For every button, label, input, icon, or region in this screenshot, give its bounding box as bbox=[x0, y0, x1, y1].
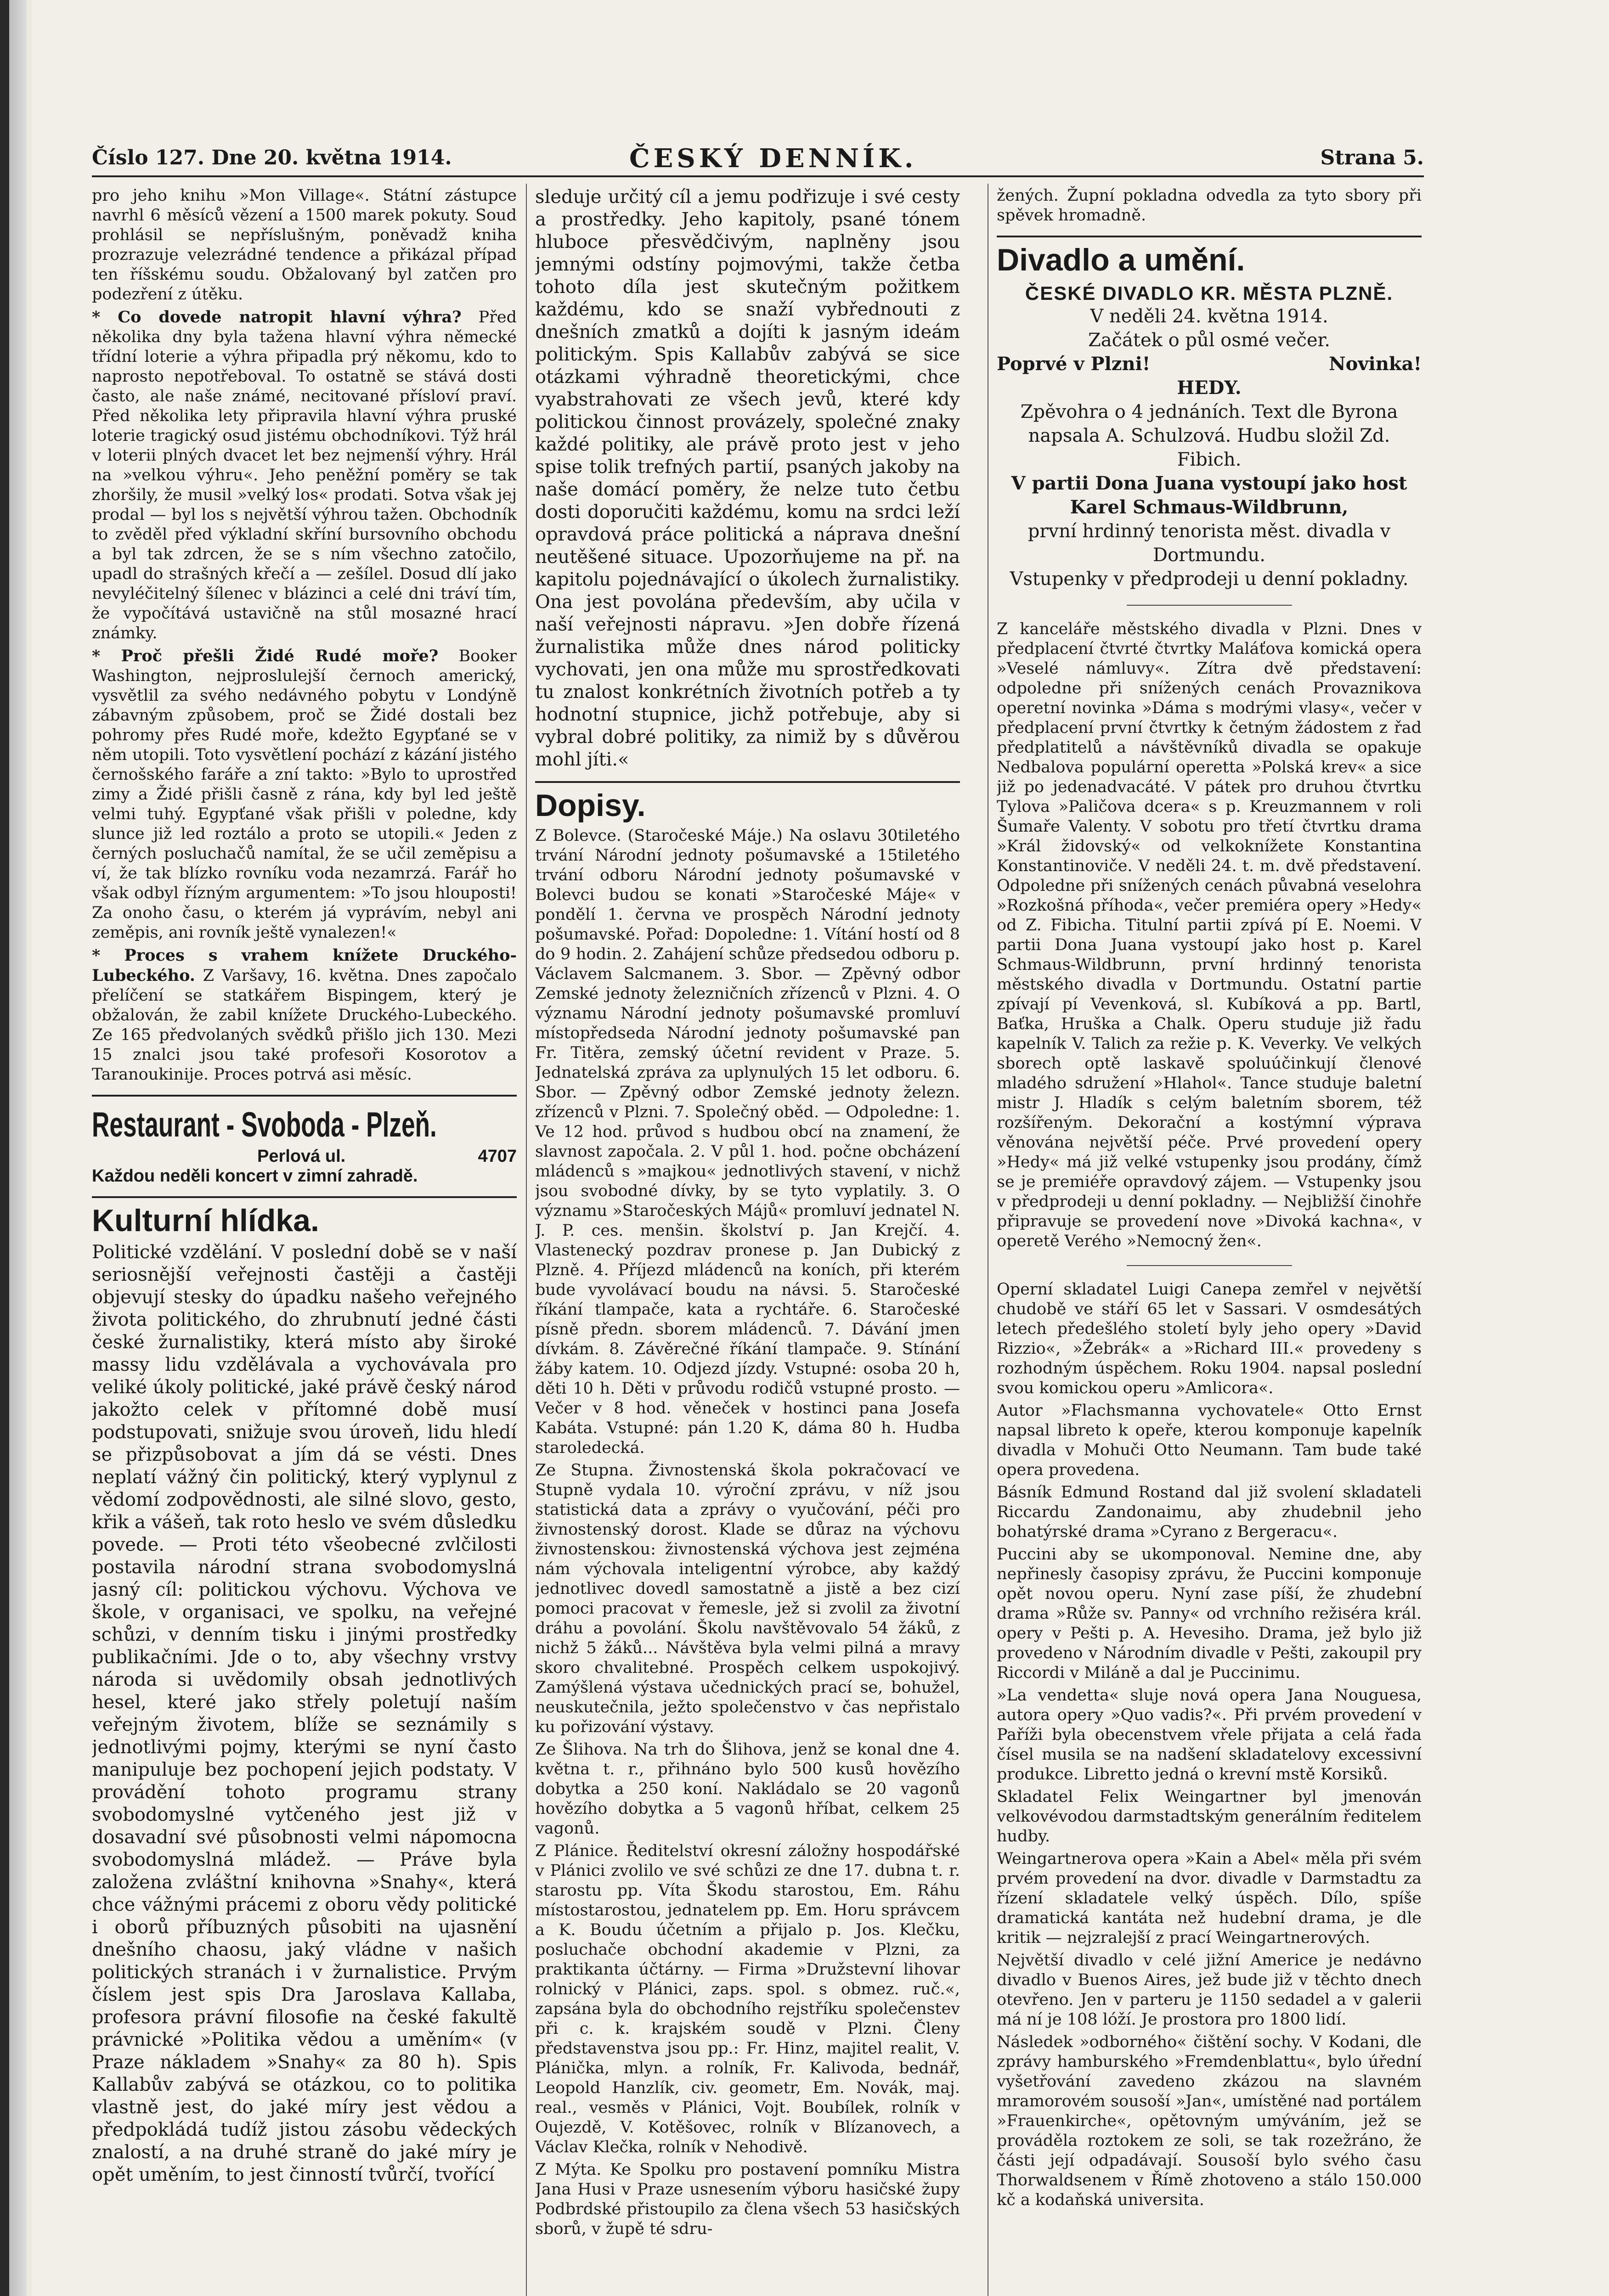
book-binding-edge bbox=[0, 0, 27, 2296]
novinka-label: Novinka! bbox=[1329, 353, 1422, 375]
article-heading: * Proces s vrahem knížete Druckého-Lubeckého. bbox=[92, 946, 517, 985]
column-3 bbox=[997, 186, 1422, 2296]
article-text: Autor »Flachsmanna vychovatele« Otto Ernst napsal libreto k opeře, kterou komponuje kapelník divadla v Mohuči Otto Neumann. Tam bude také opera provedena. bbox=[997, 1401, 1422, 1479]
article-text: Před několika dny byla tažena hlavní výhra německé třídní loterie a výhra připadla prý někomu, kdo to naprosto nepotřeboval. To ostatně se stává dosti často, ale naše známé, necitované přísloví praví. Před několika lety připravila hlavní výhra pruské loterie tragický osud jistému obchodníkovi. Týž hrál v loterii plných dvacet let bez nejmenší výhry. Hrál na »velkou výhru«. Jeho peněžní poměry se tak zhoršily, že musil »velký los« prodati. Sotva však jej prodal — byl los s největší výhrou tažen. Obchodník to zvěděl před výkladní skříní bursovního obchodu a byl tak zdrcen, že se s ním všechno zatočilo, upadl do strašných křečí a — zešílel. Dosud dlí jako nevyléčitelný šílenec v blázinci a celé dni tráví tím, že vypočítává ustavičně na stůl mosazné hrací známky. bbox=[92, 308, 517, 642]
ad-number: 4707 bbox=[478, 1147, 517, 1166]
theatre-name: ČESKÉ DIVADLO KR. MĚSTA PLZNĚ. bbox=[1025, 282, 1394, 304]
article-heading: * Proč přešli Židé Rudé moře? bbox=[92, 647, 439, 665]
restaurant-ad-title: Restaurant - Svoboda - Plzeň. bbox=[92, 1105, 437, 1144]
article-text: Z Varšavy, 16. května. Dnes započalo přelíčení se statkářem Bispingem, který je obžalován, že zabil knížete Druckého-Lubeckého. Ze 165 předvolaných svědků přišlo jich 130. Mezi 15 znalci jsou také profesoři Kosorotov a Taranoukinije. Proces potrvá asi měsíc. bbox=[92, 967, 517, 1084]
header-rule bbox=[92, 175, 1424, 177]
masthead-title: ČESKÝ DENNÍK. bbox=[629, 143, 917, 174]
article-text: Následek »odborného« čištění sochy. V Kodani, dle zprávy hamburského »Fremdenblattu«, bylo úřední vyšetřování zavedeno zkázou na slavném mramorovém sousoší »Jan«, umístěné nad portálem »Frauenkirche«, opětovným umýváním, jež se prováděla roztokem ze soli, se tak rozežráno, že části její odpadávají. Sousoší bylo svého času Thorwaldsenem v Římě zhotoveno a stálo 150.000 kč a kodaňská universita. bbox=[997, 2033, 1422, 2209]
letter-text: Z Bolevce. (Staročeské Máje.) Na oslavu 30tiletého trvání Národní jednoty pošumavské a 15tiletého trvání odboru Národní jednoty pošumavské v Bolevci budou se konati »Staročeské Máje« v pondělí 1. června ve prospěch Národní jednoty pošumavské. Pořad: Dopoledne: 1. Vítání hostí od 8 do 9 hodin. 2. Zahájení schůze předsedou odboru p. Václavem Salcmanem. 3. Sbor. — Zpěvný odbor Zemské jednoty železničních zřízenců v Plzni. 4. O významu Národní jednoty pošumavské promluví místopředseda Národní jednoty pošumavské pan Fr. Titěra, zemský účetní revident v Praze. 5. Jednatelská zpráva za uplynulých 15 let odboru. 6. Sbor. — Zpěvný odbor Zemské jednoty železn. zřízenců v Plzni. 7. Společný oběd. — Odpoledne: 1. Ve 12 hod. průvod s hudbou obcí na znamení, že slavnost započala. 2. V půl 1. hod. počne obcházení mládenců s »majkou« jednotlivých stavení, v nichž jsou svobodné dívky, by se tyto vyplatily. 3. O významu »Staročeských Májů« promluví jednatel N. J. P. ces. menšin. školství p. Jan Krejčí. 4. Vlastenecký pozdrav pronese p. Jan Dubický z Plzně. 4. Příjezd mládenců na koních, při kterém bude vyvolávací boudu na návsi. 5. Staročeské říkání tlampače, kata a rychtáře. 6. Staročeské písně předn. sborem mládenců. 7. Dávání jmen dívkám. 8. Závěrečné říkání tlampače. 9. Stínání žáby katem. 10. Odjezd jízdy. Vstupné: osoba 20 h, děti 10 h. Děti v průvodu rodičů vstupné prosto. — Večer v 8 hod. věneček v hostinci pana Josefa Kabáta. Vstupné: pán 1.20 K, dáma 80 h. Hudba staroledecká. bbox=[535, 827, 960, 1457]
performance-date: V neděli 24. května 1914. bbox=[1090, 306, 1328, 327]
divider bbox=[1127, 1265, 1292, 1266]
page-number: Strana 5. bbox=[1320, 146, 1424, 169]
letter-text: Ze Šlihova. Na trh do Šlihova, jenž se konal dne 4. května t. r., přihnáno bylo 500 kusů hovězího dobytka a 250 koní. Nakládalo se 20 vagonů hovězího dobytka a 5 vagonů hříbat, celkem 25 vagonů. bbox=[535, 1740, 960, 1838]
guest-info: první hrdinný tenorista měst. divadla v Dortmundu. bbox=[1028, 521, 1391, 566]
section-rule bbox=[997, 236, 1422, 237]
article-text: pro jeho knihu »Mon Village«. Státní zástupce navrhl 6 měsíců vězení a 1500 marek pokuty. Soud prohlásil se nepříslušným, poněvadž kniha prozrazuje velezrádné tendence a přikázal případ ten říšskému soudu. Obžalovaný byl zatčen pro podezření z útěku. bbox=[92, 186, 517, 304]
article bbox=[92, 646, 517, 943]
tickets-line: Vstupenky v předprodeji u denní pokladny. bbox=[1010, 568, 1409, 590]
section-rule bbox=[92, 1095, 517, 1097]
section-rule bbox=[535, 781, 960, 783]
section-heading-divadlo: Divadlo a umění. bbox=[997, 242, 1245, 277]
letter-text: Ze Stupna. Živnostenská škola pokračovací ve Stupně vydala 10. výroční zprávu, v níž jsou statistická data a zprávy o vyučování, péči pro živnostenský dorost. Klade se důraz na výchovu živnostenskou: živnostenská výchova jest zejména nám výchovala inteligentní výrobce, aby každý jednotlivec dovedl samostatně a jistě a bez cizí pomoci pracovat v řemesle, jež si zvolil za životní dráhu a povolání. Školu navštěvovalo 54 žáků, z nichž 5 žáků... Návštěva byla velmi pilná a mravy skoro chvalitebné. Prospěch celkem uspokojivý. Zamýšlená výstava učednických prací se, bohužel, neuskutečnila, ježto společenstvo v čas nepřistalo ku pořizování výstavy. bbox=[535, 1461, 960, 1736]
article-text: Největší divadlo v celé jižní Americe je nedávno divadlo v Buenos Aires, jež bude již v těchto dnech otevřeno. Jen v parteru je 1150 sedadel a v galerii má ní je 108 lóží. Je prostora pro 1800 lidí. bbox=[997, 1951, 1422, 2029]
guest-name: Karel Schmaus-Wildbrunn, bbox=[1070, 496, 1349, 518]
column-1 bbox=[92, 186, 517, 2296]
column-divider bbox=[526, 184, 527, 2296]
article-heading: * Co dovede natropit hlavní výhra? bbox=[92, 308, 462, 326]
divider bbox=[1127, 605, 1292, 606]
article-text: žených. Župní pokladna odvedla za tyto sbory při spěvek hromadně. bbox=[997, 186, 1422, 225]
issue-info: Číslo 127. Dne 20. května 1914. bbox=[92, 146, 452, 169]
premiere-label: Poprvé v Plzni! bbox=[997, 353, 1151, 375]
section-heading-dopisy: Dopisy. bbox=[535, 788, 646, 823]
article-text: »La vendetta« sluje nová opera Jana Nouguesa, autora opery »Quo vadis?«. Při prvém provedení v Paříži byla obecenstvem vřele přijata a celá řada čísel musila se na nadšení skladatelovy excessivní produkce. Libretto jedná o krevní mstě Korsiků. bbox=[997, 1686, 1422, 1784]
article-text: Operní skladatel Luigi Canepa zemřel v největší chudobě ve stáří 65 let v Sassari. V osmdesátých letech předešlého století byly jeho opery »David Rizzio«, »Žebrák« a »Richard III.« provedeny s rozhodným úspěchem. Roku 1904. napsal poslední svou komickou operu »Amlicora«. bbox=[997, 1280, 1422, 1397]
performance-start: Začátek o půl osmé večer. bbox=[1088, 330, 1330, 351]
column-2 bbox=[535, 186, 960, 2296]
section-heading-kulturni-hlidka: Kulturní hlídka. bbox=[92, 1203, 319, 1238]
article-text: Puccini aby se ukomponoval. Nemine dne, aby nepřinesly časopisy zprávu, že Puccini komponuje opět novou operu. Nyní zase píší, že zhudební drama »Růže sv. Panny« od vrchního režiséra král. opery v Pešti p. A. Hevesiho. Drama, jež bylo již provedeno v Národním divadle v Pešti, zakoupil pry Riccordi v Miláně a dal je Puccinimu. bbox=[997, 1545, 1422, 1682]
guest-line: V partii Dona Juana vystoupí jako host bbox=[1011, 473, 1407, 494]
page-header bbox=[92, 143, 1424, 174]
letter-text: Z Plánice. Ředitelství okresní záložny hospodářské v Plánici zvolilo ve své schůzi ze dne 17. dubna t. r. starostu pp. Víta Škodu starostou, Em. Ráhu místostarostou, jednatelem pp. Em. Horu správcem a K. Boudu účetním a přijalo p. Jos. Klečku, posluchače obchodní akademie v Plzni, za praktikanta účtárny. — Firma »Družstevní lihovar rolnický v Plánici, zaps. spol. s obmez. ruč.«, zapsána byla do obchodního rejstříku společenstev při c. k. krajském soudě v Plzni. Členy představenstva jsou pp.: Fr. Hinz, majitel realit, V. Plánička, mlyn. a rolník, Fr. Kalivoda, bednář, Leopold Hanzlík, civ. geometr, Em. Novák, maj. real., vesměs v Plánici, Vojt. Boubílek, rolník v Oujezdě, V. Kotěšovec, rolník v Blízanovech, a Václav Klečka, rolník v Nehodivě. bbox=[535, 1842, 960, 2156]
article bbox=[92, 945, 517, 1085]
article bbox=[92, 307, 517, 643]
article-text: Politické vzdělání. V poslední době se v naší seriosnější veřejnosti častěji a častěji objevují stesky do úpadku našeho veřejného života politického, do zhrubnutí jedné části české žurnalistiky, která místo aby široké massy lidu vzdělávala a vychovávala pro veliké úkoly politické, jaké právě český národ jakožto celek v přítomné době musí podstupovati, snižuje svou úroveň, lidu hledí se přizpůsobovat a jím dá se vésti. Dnes neplatí vážný čin politický, který vyplynul z vědomí zodpovědnosti, ale silné slovo, gesto, křik a vášeň, tak roto heslo ve svém důsledku povede. — Proti této všeobecné zvlčilosti postavila národní strana svobodomyslná jasný cíl: politickou výchovu. Výchova ve škole, v organisaci, ve spolku, na veřejné schůzi, v denním tisku i jinými prostředky publikačními. Jde o to, aby všechny vrstvy národa si uvědomily obsah jednotlivých hesel, které jako střely poletují naším veřejným životem, blíže se seznámily s jednotlivými pojmy, kterými se nyní často manipuluje bez pochopení jejich podstaty. V provádění tohoto programu strany svobodomyslné vytčeného jest již v dosavadní své působnosti velmi nápomocna svobodomyslná mládež. — Práve byla založena zvláštní knihovna »Snahy«, která chce vážnými prácemi z oboru vědy politické i oborů příbuzných působiti na ujasnění dnešního chaosu, jaký vládne v našich politických stranách i v žurnalistice. Prvým číslem jest spis Dra Jaroslava Kallaba, profesora právní filosofie na české fakultě právnické »Politika vědou a uměním« (v Praze nákladem »Snahy« za 80 h). Spis Kallabův zabývá se otázkou, co to politika vlastně jest, do jaké míry jest vědou a předpokládá tudíž jistou zásobu vědeckých znalostí, a na druhé straně do jaké míry je opět uměním, to jest činností tvůrčí, tvořící bbox=[92, 1242, 517, 2185]
ad-street: Perlová ul. bbox=[257, 1147, 346, 1166]
article-text: Weingartnerova opera »Kain a Abel« měla při svém prvém provedení na dvor. divadle v Darmstadtu za řízení skladatele velký úspěch. Dílo, spíše dramatická kantáta než hudební drama, je dle kritik — nejzralejší z prací Weingartnerových. bbox=[997, 1850, 1422, 1947]
article-text: Básník Edmund Rostand dal již svolení skladateli Riccardu Zandonaimu, aby zhudebnil jeho bohatýrské drama »Cyrano z Bergeracu«. bbox=[997, 1483, 1422, 1541]
restaurant-ad-address bbox=[92, 1147, 517, 1166]
letter-text: Z Mýta. Ke Spolku pro postavení pomníku Mistra Jana Husi v Praze usnesením výboru hasičské župy Podbrdské přistoupilo za člena všech 53 hasičských sborů, v župě té sdru- bbox=[535, 2161, 960, 2238]
play-credits: Zpěvohra o 4 jednáních. Text dle Byrona napsala A. Schulzová. Hudbu složil Zd. Fibich. bbox=[1020, 401, 1398, 470]
article-text: Booker Washington, nejproslulejší černoch americký, vysvětlil za svého nedávného pobytu v Londýně zábavným způsobem, proč se Židé dostali bez pohromy přes Rudé moře, kdežto Egypťané se v něm utopili. Toto vysvětlení pochází z kázání jistého černošského faráře a zní takto: »Bylo to uprostřed zimy a Židé přišli časně z rána, kdy byl led ještě velmi tuhý. Egypťané však přišli v poledne, kdy slunce již led roztálo a proto se utopili.« Jeden z černých posluchačů namítal, že se učil zeměpisu a ví, že tak blízko rovníku voda nezamrzá. Farář ho však odbyl řízným argumentem: »To jsou hlouposti! Za onoho času, o kterém já vyprávím, nebyl ani zeměpis, ani rovník ještě vynalezen!« bbox=[92, 647, 517, 942]
play-title: HEDY. bbox=[1177, 377, 1242, 399]
ad-concert-line: Každou neděli koncert v zimní zahradě. bbox=[92, 1166, 418, 1186]
article-text: Skladatel Felix Weingartner byl jmenován velkovévodou darmstadtským generálním ředitelem hudby. bbox=[997, 1788, 1422, 1846]
article-text: sleduje určitý cíl a jemu podřizuje i své cesty a prostředky. Jeho kapitoly, psané tónem hluboce přesvědčivým, naplněny jsou jemnými odstíny pojmovými, takže četba tohoto díla jest skutečným požitkem každému, kdo se snaží vybřednouti z dnešních zmatků a dojíti k jasným ideám politickým. Spis Kallabův zabývá se sice otázkami výhradně theoretickými, chce vyabstrahovati ze všech jevů, které kdy politickou činnost provázely, společné znaky každé politiky, ale právě proto jest v jeho spise tolik trefných partií, psaných jakoby na naše domácí poměry, že nelze tuto četbu dosti doporučiti každému, komu na srdci leží opravdová práce politická a náprava dnešní neutěšené situace. Upozorňujeme na př. na kapitolu pojednávající o úkolech žurnalistiky. Ona jest povolána především, aby učila v naší veřejnosti nápravu. »Jen dobře řízená žurnalistika může dnes národ politicky vychovati, jen ona může mu sprostředkovati tu znalost konkrétních životních potřeb a ty hodnotní stupnice, jichž potřebuje, aby si vybral dobré politiky, za nimiž by s důvěrou mohl jíti.« bbox=[535, 186, 960, 770]
section-rule bbox=[92, 1196, 517, 1198]
article-text: Z kanceláře městského divadla v Plzni. Dnes v předplacení čtvrté čtvrtky Maláťova komická opera »Veselé námluvy«. Zítra dvě představení: odpoledne při snížených cenách Provaznikova operetní novinka »Dáma s modrými vlasy«, večer v předplacení první čtvrtky k četným žádostem z řad předplatitelů a návštěvníků divadla se opakuje Nedbalova populární operetta »Polská krev« a sice již po jedenadvacáté. V pátek pro druhou čtvrtku Tylova »Paličova dcera« s p. Kreuzmannem v roli Šumaře Valenty. V sobotu pro třetí čtvrtku drama »Král židovský« od velkoknížete Konstantina Konstantinoviče. V neděli 24. t. m. dvě představení. Odpoledne při snížených cenách půvabná veselohra »Rozkošná příhoda«, večer premiéra opery »Hedy« od Z. Fibicha. Titulní partii zpívá pí E. Noemi. V partii Dona Juana vystoupí jako host p. Karel Schmaus-Wildbrunn, první hrdinný tenorista městského divadla v Dortmundu. Ostatní partie zpívají pí Vevenková, sl. Kubíková a pp. Bartl, Baťka, Hruška a Chalk. Operu studuje již řadu kapelník V. Talich za režie p. K. Veverky. Ve velkých sborech optě laskavě spoluúčinkují členové mladého sdružení »Hlahol«. Tance studuje baletní mistr J. Hladík s celým baletním sborem, též rozšířeným. Dekorační a kostýmní výprava věnována největší péče. Prvé provedení opery »Hedy« má již velké vstupenky jsou prodány, čímž se je premiéře opravdový zájem. — Vstupenky jsou v předprodeji u denní pokladny. — Nejbližší činohře připravuje se provedení nove »Divoká kachna«, v operetě Verého »Nemocný žen«. bbox=[997, 620, 1422, 1250]
premiere-row bbox=[997, 352, 1422, 376]
